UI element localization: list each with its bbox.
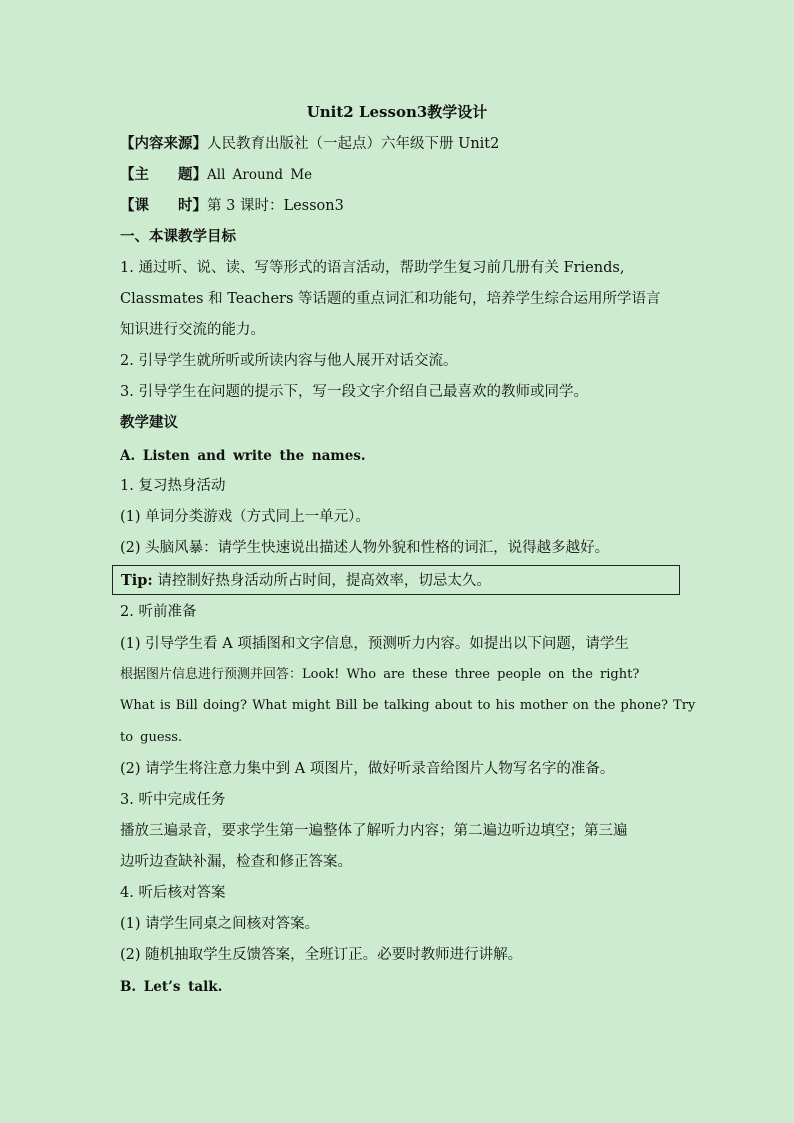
goal-1-line-2: Classmates 和 Teachers 等话题的重点词汇和功能句，培养学生综合运用所学语言 <box>120 291 661 307</box>
period-value: 第 3 课时：Lesson3 <box>207 198 344 214</box>
tip-content <box>121 571 491 591</box>
section-heading-suggestions: 教学建议 <box>120 414 178 431</box>
step-2-a-line-3: What is Bill doing? What might Bill be talking about to his mother on the phone? Try <box>120 698 696 713</box>
goal-2: 2. 引导学生就所听或所读内容与他人展开对话交流。 <box>120 353 458 369</box>
step-2-a-line-4: to guess. <box>120 730 183 745</box>
meta-period <box>120 196 680 216</box>
step-2-a-line-1: (1) 引导学生看 A 项插图和文字信息，预测听力内容。如提出以下问题，请学生 <box>120 636 629 652</box>
part-a-heading: A. Listen and write the names. <box>120 448 366 464</box>
source-value: 人民教育出版社（一起点）六年级下册 Unit2 <box>207 136 500 152</box>
tip-label: Tip: <box>121 572 153 589</box>
tip-box <box>112 565 680 595</box>
page-title: Unit2 Lesson3教学设计 <box>306 103 488 121</box>
goal-1-line-1: 1. 通过听、说、读、写等形式的语言活动，帮助学生复习前几册有关 Friends, <box>120 260 625 276</box>
step-3: 3. 听中完成任务 <box>120 792 226 808</box>
topic-value: All Around Me <box>207 167 313 183</box>
step-1-a: (1) 单词分类游戏（方式同上一单元）。 <box>120 509 370 525</box>
step-2-a-line-2: 根据图片信息进行预测并回答：Look! Who are these three people on the right? <box>120 667 640 682</box>
section-heading-goals: 一、本课教学目标 <box>120 228 236 245</box>
step-2: 2. 听前准备 <box>120 604 197 620</box>
step-4-a: (1) 请学生同桌之间核对答案。 <box>120 916 320 932</box>
step-1: 1. 复习热身活动 <box>120 478 226 494</box>
meta-source <box>120 134 680 154</box>
step-2-b: (2) 请学生将注意力集中到 A 项图片，做好听录音给图片人物写名字的准备。 <box>120 761 615 777</box>
meta-topic <box>120 165 680 185</box>
goal-3: 3. 引导学生在问题的提示下，写一段文字介绍自己最喜欢的教师或同学。 <box>120 384 588 400</box>
period-label: 【课 时】 <box>120 197 207 214</box>
source-label: 【内容来源】 <box>120 135 207 152</box>
step-3-line-2: 边听边查缺补漏，检查和修正答案。 <box>120 854 352 870</box>
part-b-heading: B. Let’s talk. <box>120 979 223 995</box>
tip-text: 请控制好热身活动所占时间，提高效率，切忌太久。 <box>152 573 491 589</box>
step-4-b: (2) 随机抽取学生反馈答案，全班订正。必要时教师进行讲解。 <box>120 947 523 963</box>
topic-label: 【主 题】 <box>120 166 207 183</box>
step-4: 4. 听后核对答案 <box>120 885 226 901</box>
goal-1-line-3: 知识进行交流的能力。 <box>120 322 265 338</box>
step-3-line-1: 播放三遍录音，要求学生第一遍整体了解听力内容；第二遍边听边填空；第三遍 <box>120 823 628 839</box>
step-1-b: (2) 头脑风暴：请学生快速说出描述人物外貌和性格的词汇，说得越多越好。 <box>120 540 610 556</box>
